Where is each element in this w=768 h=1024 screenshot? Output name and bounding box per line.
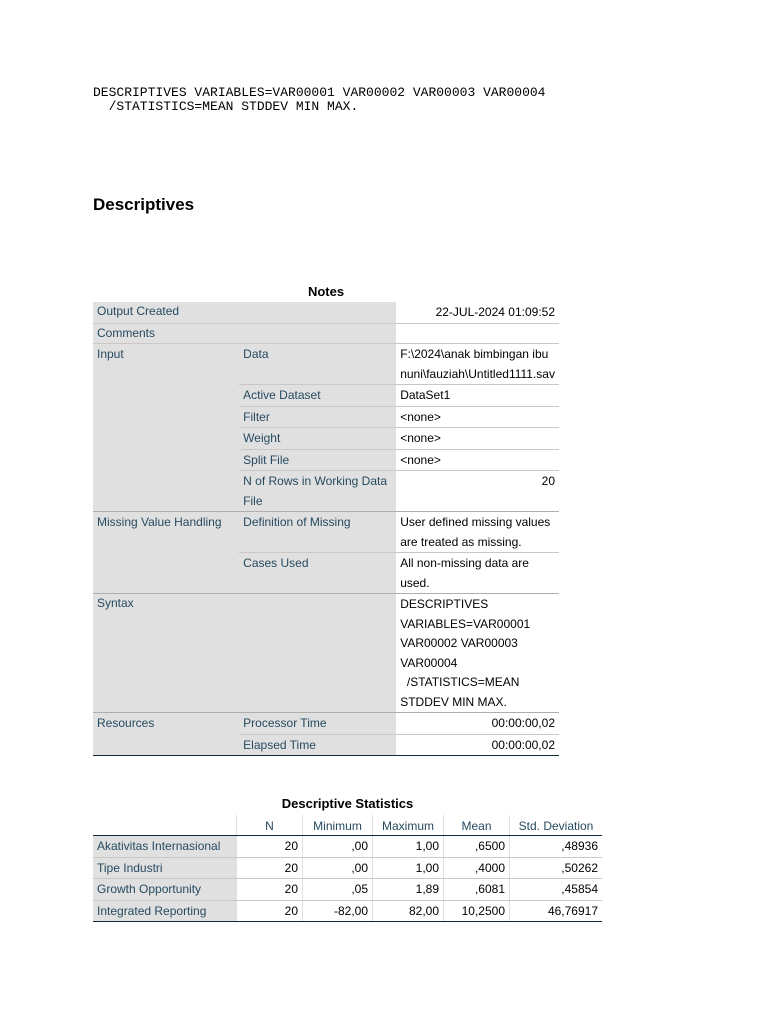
cell-mean: ,6081	[444, 879, 510, 901]
cell-n: 20	[237, 900, 303, 922]
cell-value: DataSet1	[396, 385, 559, 407]
table-row	[93, 836, 602, 858]
table-row	[93, 594, 559, 713]
section-heading: Descriptives	[93, 195, 195, 214]
cell-n: 20	[237, 879, 303, 901]
row-label: Output Created	[93, 302, 396, 323]
column-header: Minimum	[303, 815, 373, 836]
row-label: Active Dataset	[239, 385, 396, 407]
cell-value: 00:00:00,02	[396, 713, 559, 735]
cell-minimum: ,00	[303, 836, 373, 858]
cell-std-deviation: ,50262	[510, 857, 603, 879]
table-row	[93, 323, 559, 344]
row-label: Definition of Missing	[239, 512, 396, 553]
group-label: Input	[93, 344, 239, 512]
row-label: Processor Time	[239, 713, 396, 735]
cell-n: 20	[237, 836, 303, 858]
header-row	[93, 815, 602, 836]
syntax-line-2: /STATISTICS=MEAN STDDEV MIN MAX.	[93, 99, 359, 114]
cell-value: User defined missing values are treated as missing.	[396, 512, 559, 553]
descriptive-stats-table	[93, 815, 602, 922]
cell-value	[396, 323, 559, 344]
cell-n: 20	[237, 857, 303, 879]
row-label: Growth Opportunity	[93, 879, 237, 901]
column-header: Maximum	[373, 815, 444, 836]
row-label: N of Rows in Working Data File	[239, 471, 396, 512]
notes-table	[93, 302, 559, 756]
table-row	[93, 713, 559, 735]
group-label: Resources	[93, 713, 239, 756]
cell-value: F:\2024\anak bimbingan ibu nuni\fauziah\Untitled1111.sav	[396, 344, 559, 385]
cell-mean: 10,2500	[444, 900, 510, 922]
cell-value: All non-missing data are used.	[396, 553, 559, 594]
table-row	[93, 344, 559, 385]
cell-value: DESCRIPTIVES VARIABLES=VAR00001 VAR00002 VAR00003 VAR00004 /STATISTICS=MEAN STDDEV MIN MAX.	[396, 594, 559, 713]
cell-maximum: 1,89	[373, 879, 444, 901]
cell-value: <none>	[396, 406, 559, 428]
row-label: Weight	[239, 428, 396, 450]
notes-title: Notes	[307, 284, 345, 299]
row-label: Data	[239, 344, 396, 385]
table-row	[93, 302, 559, 323]
cell-mean: ,6500	[444, 836, 510, 858]
cell-value: 00:00:00,02	[396, 734, 559, 756]
cell-minimum: ,05	[303, 879, 373, 901]
cell-value: 20	[396, 471, 559, 512]
row-label: Filter	[239, 406, 396, 428]
cell-maximum: 1,00	[373, 857, 444, 879]
table-row	[93, 900, 602, 922]
cell-minimum: ,00	[303, 857, 373, 879]
descriptive-stats-title: Descriptive Statistics	[281, 796, 414, 811]
row-label: Elapsed Time	[239, 734, 396, 756]
column-header: Mean	[444, 815, 510, 836]
group-label: Missing Value Handling	[93, 512, 239, 594]
syntax-line-1: DESCRIPTIVES VARIABLES=VAR00001 VAR00002 VAR00003 VAR00004	[93, 85, 546, 100]
cell-value: <none>	[396, 428, 559, 450]
row-label: Syntax	[93, 594, 396, 713]
row-label: Akativitas Internasional	[93, 836, 237, 858]
table-row	[93, 857, 602, 879]
syntax-block	[93, 86, 545, 114]
row-label: Split File	[239, 449, 396, 471]
cell-value: 22-JUL-2024 01:09:52	[396, 302, 559, 323]
row-label: Tipe Industri	[93, 857, 237, 879]
column-header: N	[237, 815, 303, 836]
cell-value: <none>	[396, 449, 559, 471]
cell-std-deviation: ,48936	[510, 836, 603, 858]
cell-minimum: -82,00	[303, 900, 373, 922]
row-label: Integrated Reporting	[93, 900, 237, 922]
corner-cell	[93, 815, 237, 836]
table-row	[93, 879, 602, 901]
table-row	[93, 512, 559, 553]
cell-std-deviation: 46,76917	[510, 900, 603, 922]
row-label: Cases Used	[239, 553, 396, 594]
cell-maximum: 82,00	[373, 900, 444, 922]
row-label: Comments	[93, 323, 396, 344]
cell-mean: ,4000	[444, 857, 510, 879]
column-header: Std. Deviation	[510, 815, 603, 836]
cell-std-deviation: ,45854	[510, 879, 603, 901]
cell-maximum: 1,00	[373, 836, 444, 858]
